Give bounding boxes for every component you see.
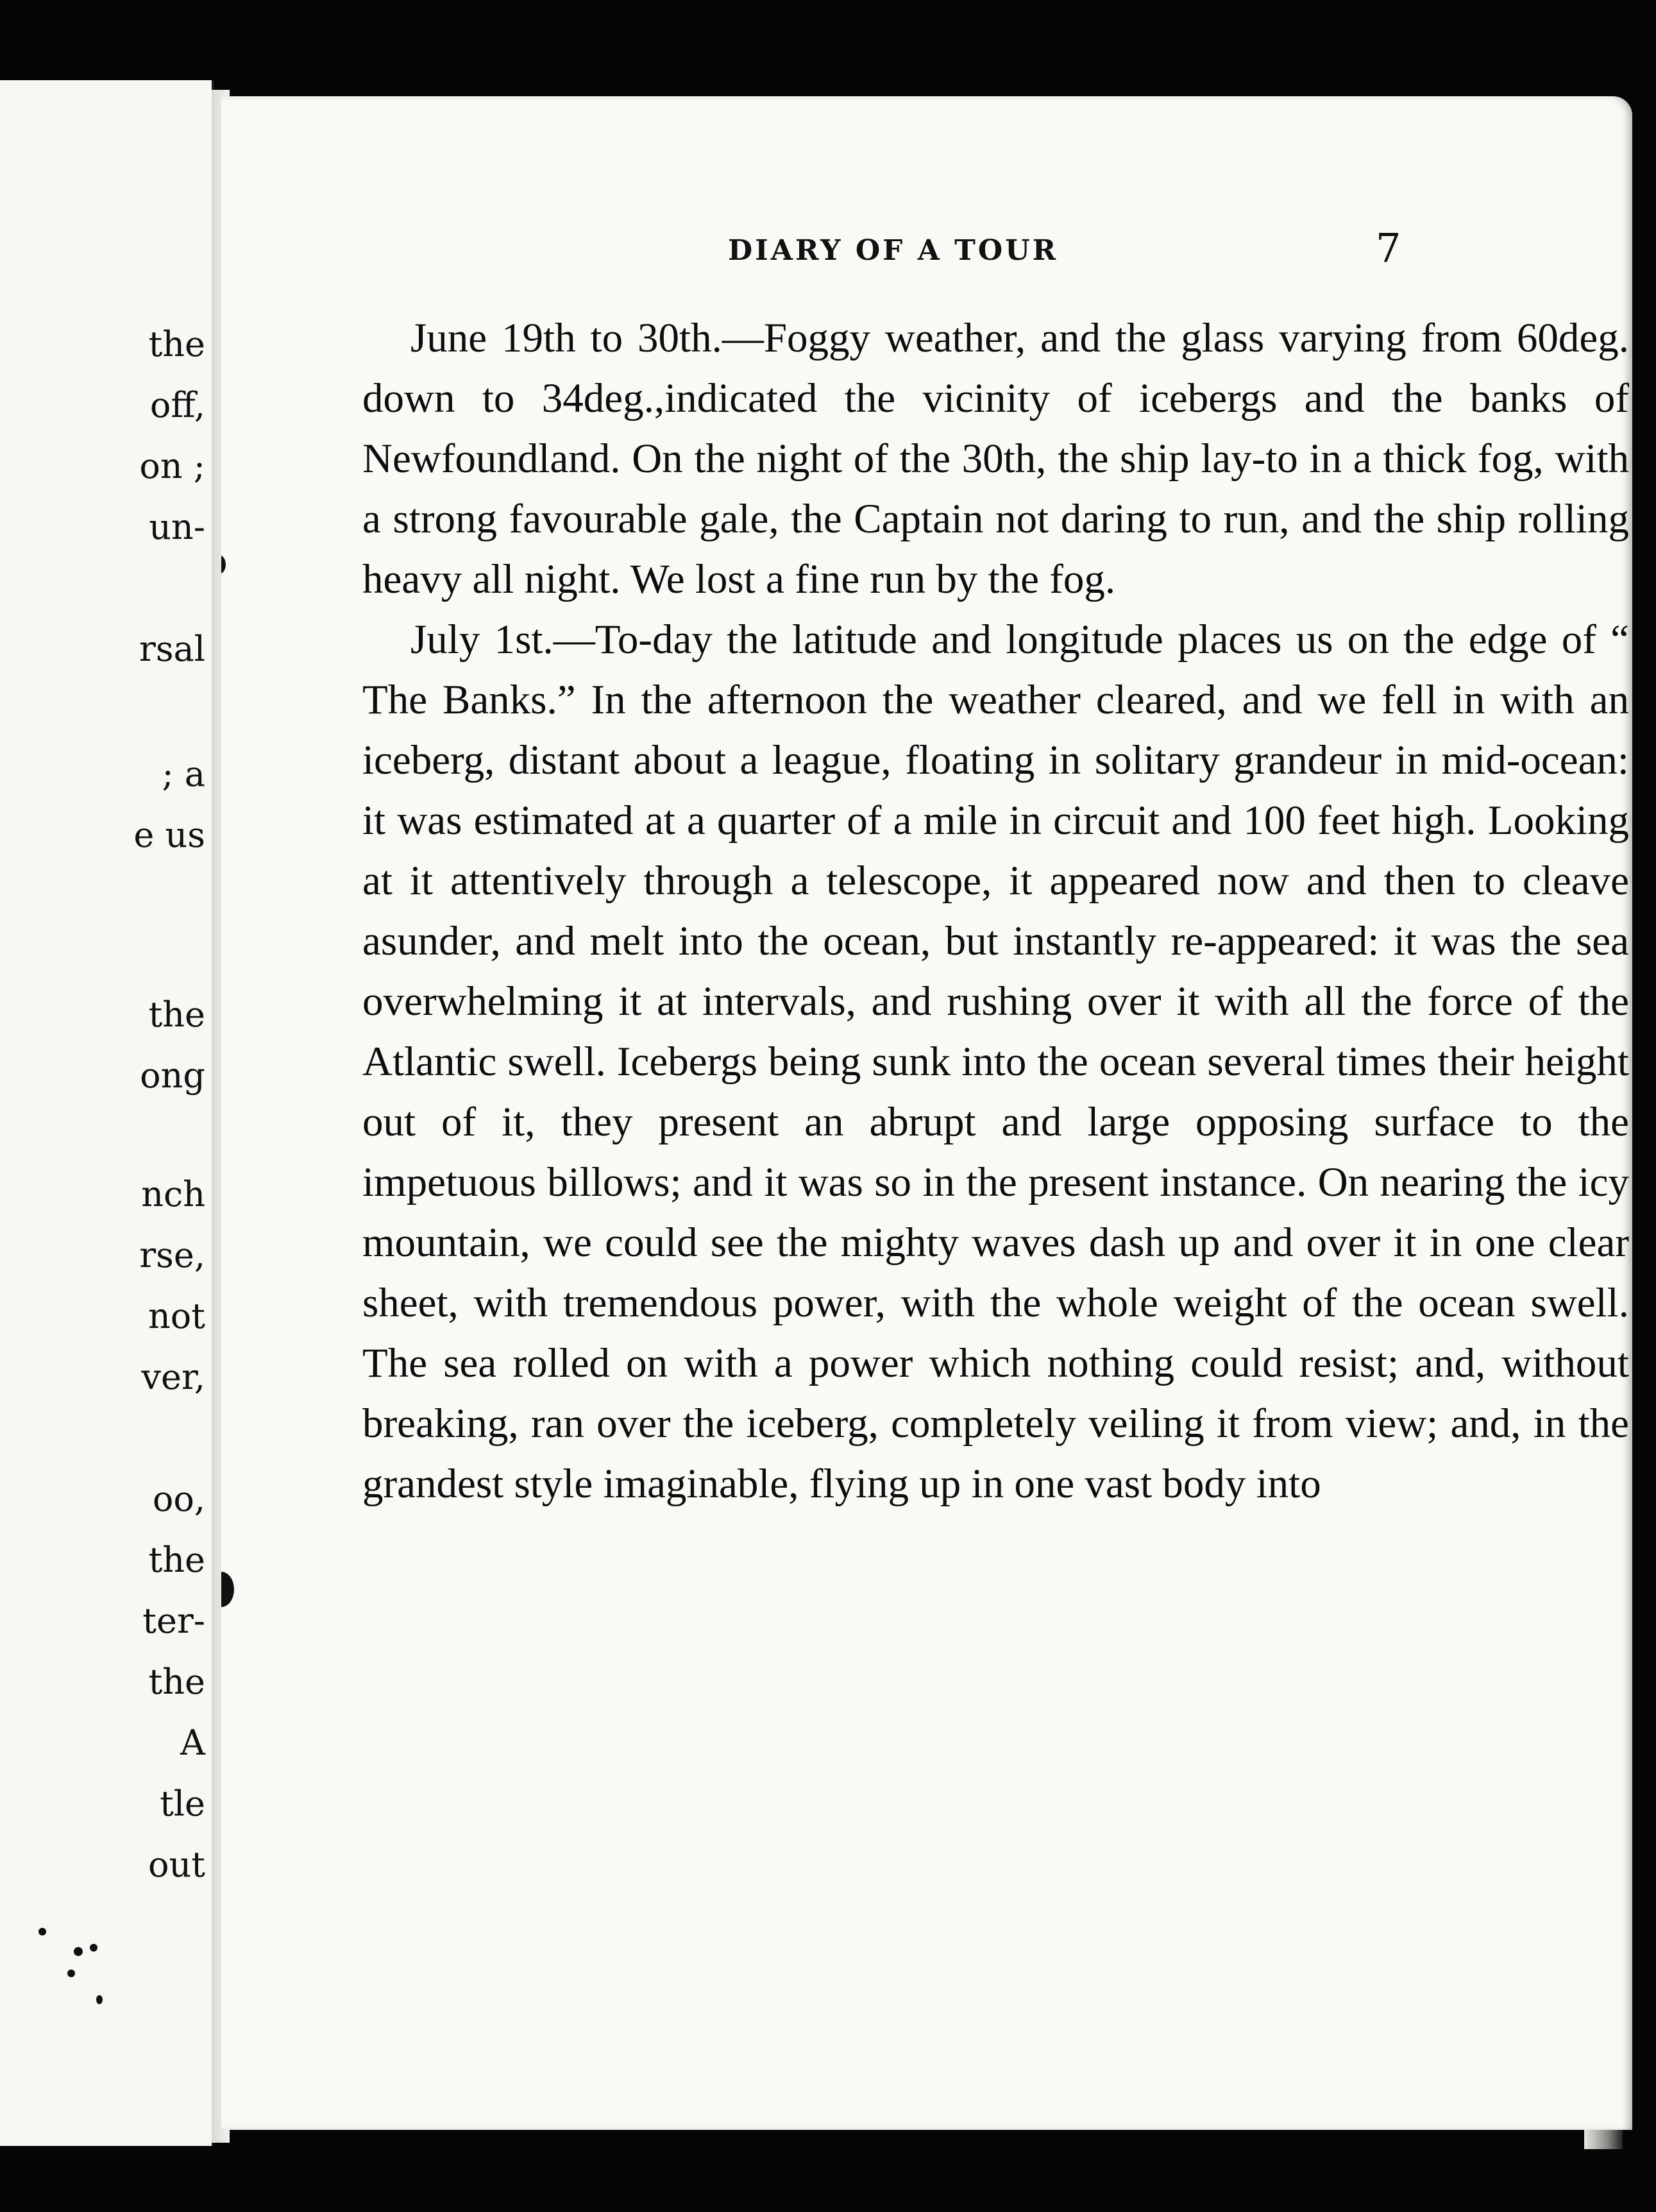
facing-page-fragment: A xyxy=(180,1723,205,1763)
facing-page-fragment: not xyxy=(148,1296,205,1336)
facing-page-fragment: the xyxy=(148,324,205,364)
facing-page-fragment: on ; xyxy=(139,446,205,486)
facing-page xyxy=(0,80,214,2146)
facing-page-fragment: rse, xyxy=(139,1235,205,1275)
facing-page-fragment: un- xyxy=(149,507,205,547)
facing-page-fragment: ong xyxy=(140,1055,205,1096)
ink-speck xyxy=(96,1995,103,2004)
page-body xyxy=(362,308,1629,1514)
facing-page-fragment: off, xyxy=(149,385,205,425)
binding-hole xyxy=(221,1572,234,1607)
facing-page-fragment: the xyxy=(148,994,205,1035)
binding-hole xyxy=(221,555,226,574)
ink-speck xyxy=(90,1944,97,1952)
facing-page-fragment: oo, xyxy=(152,1479,205,1519)
facing-page-fragment: out xyxy=(148,1844,205,1885)
facing-page-fragment: the xyxy=(148,1662,205,1702)
ink-speck xyxy=(67,1970,75,1977)
facing-page-fragment: e us xyxy=(133,815,205,855)
facing-page-fragment: ; a xyxy=(162,754,205,794)
facing-page-fragment: tle xyxy=(160,1783,205,1824)
facing-page-fragment: the xyxy=(148,1540,205,1580)
ink-speck xyxy=(38,1928,46,1936)
ink-speck xyxy=(74,1947,83,1956)
facing-page-fragment: ver, xyxy=(141,1357,205,1397)
paragraph: June 19th to 30th.—Foggy weather, and the glass varying from 60deg. down to 34deg.,indicated the vicinity of icebergs and the banks of Newfoundland. On the night of the 30th, the ship lay-to in a thick fog, with a strong favourable gale, the Captain not daring to run, and the ship rolling heavy all night. We lost a fine run by the fog. xyxy=(362,315,1629,602)
facing-page-fragment: rsal xyxy=(139,629,205,669)
facing-page-fragment: ter- xyxy=(142,1601,205,1641)
page-number: 7 xyxy=(1376,225,1401,271)
book-page xyxy=(221,96,1632,2130)
running-head: DIARY OF A TOUR xyxy=(728,234,1059,267)
paragraph: July 1st.—To-day the latitude and longitude places us on the edge of “ The Banks.” In the afternoon the weather cleared, and we fell in with an iceberg, distant about a league, floating in solitary grandeur in mid-ocean: it was estimated at a quarter of a mile in circuit and 100 feet high. Looking at it attentively through a telescope, it appeared now and then to cleave asunder, and melt into the ocean, but instantly re-appeared: it was the sea overwhelming it at intervals, and rushing over it with all the force of the Atlantic swell. Icebergs being sunk into the ocean several times their height out of it, they present an abrupt and large opposing surface to the impetuous billows; and it was so in the present instance. On nearing the icy mountain, we could see the mighty waves dash up and over it in one clear sheet, with tremendous power, with the whole weight of the ocean swell. The sea rolled on with a power which nothing could resist; and, without breaking, ran over the iceberg, completely veiling it from view; and, in the grandest style imaginable, flying up in one vast body into xyxy=(362,617,1629,1507)
facing-page-fragment: nch xyxy=(141,1174,205,1214)
